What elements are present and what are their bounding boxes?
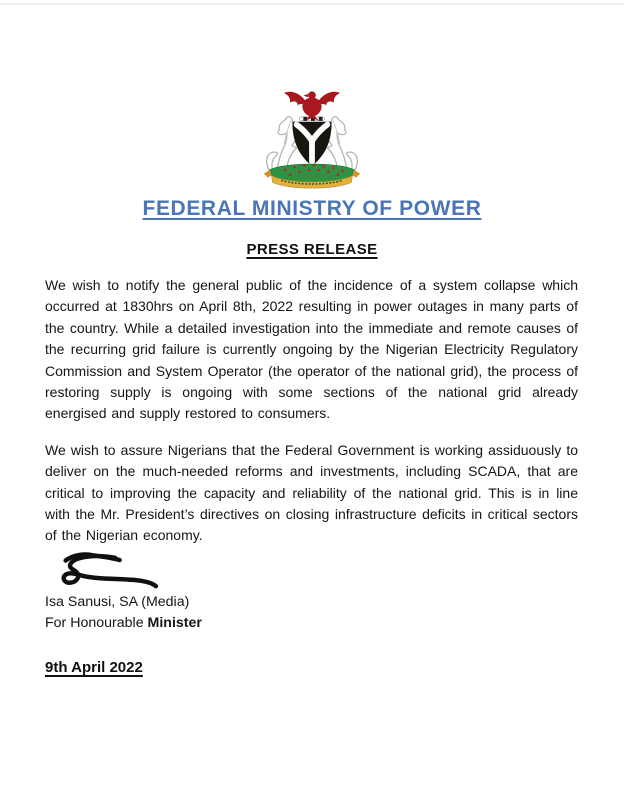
paragraph-assurance: We wish to assure Nigerians that the Federal Government is working assiduously to deliver on the much-needed reforms and investments, including SCADA, that are critical to improving the capacity and reliability of the national grid. This is in line with the Mr. President’s directives on closing infrastructure deficits in critical sectors of the Nigerian economy. <box>45 441 578 544</box>
release-date: 9th April 2022 <box>45 658 143 676</box>
signatory-role-title: Minister <box>147 615 202 632</box>
top-rule <box>0 3 624 5</box>
signatory-role-prefix: For Honourable <box>45 615 144 632</box>
document-body <box>45 275 578 677</box>
signatory-role <box>45 613 578 634</box>
document-type-heading: PRESS RELEASE <box>246 241 378 258</box>
signatory-name: Isa Sanusi, SA (Media) <box>45 593 190 610</box>
handwritten-signature-icon <box>51 549 167 595</box>
emblem-container <box>0 89 624 191</box>
ministry-title: FEDERAL MINISTRY OF POWER <box>142 197 482 220</box>
nigeria-coat-of-arms-icon <box>244 89 380 191</box>
paragraph-incident-notice: We wish to notify the general public of the incidence of a system collapse which occurred at 1830hrs on April 8th, 2022 resulting in power outages in many parts of the country. While a detailed investigation into the immediate and remote causes of the recurring grid failure is currently ongoing by the Nigerian Electricity Regulatory Commission and System Operator (the operator of the national grid), the process of restoring supply is ongoing with some sections of the national grid already energised and supply restored to consumers. <box>45 277 578 422</box>
